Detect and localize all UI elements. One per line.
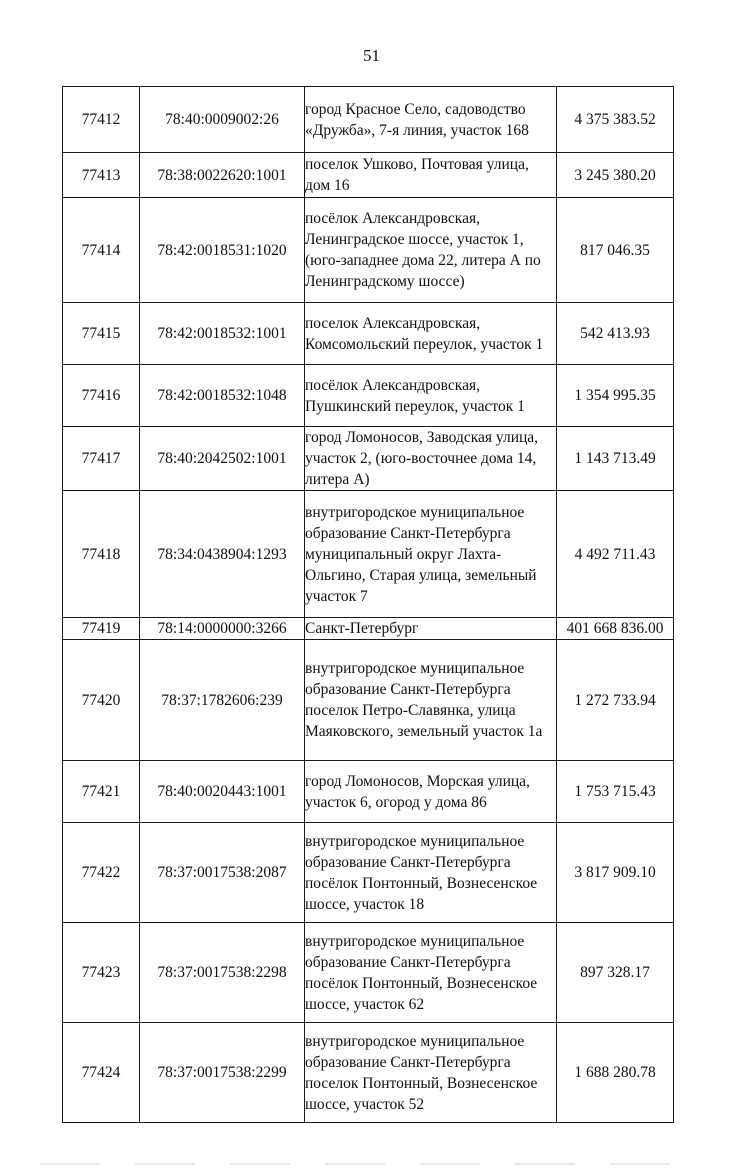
table-row bbox=[63, 303, 674, 365]
row-number-cell: 77413 bbox=[63, 153, 140, 198]
address-cell: Санкт-Петербург bbox=[305, 618, 557, 640]
cadastral-number-cell: 78:14:0000000:3266 bbox=[140, 618, 305, 640]
cadastral-value-cell: 542 413.93 bbox=[557, 303, 674, 365]
table-row bbox=[63, 761, 674, 823]
cadastral-value-table bbox=[62, 86, 674, 1123]
address-cell: внутригородское муниципальное образование Санкт-Петербурга муниципальный округ Лахта-Ольгино, Старая улица, земельный участок 7 bbox=[305, 491, 557, 618]
scan-edge-divider bbox=[40, 1163, 700, 1165]
row-number-cell: 77418 bbox=[63, 491, 140, 618]
row-number-cell: 77412 bbox=[63, 87, 140, 153]
cadastral-number-cell: 78:38:0022620:1001 bbox=[140, 153, 305, 198]
row-number-cell: 77424 bbox=[63, 1023, 140, 1123]
cadastral-number-cell: 78:40:0020443:1001 bbox=[140, 761, 305, 823]
address-cell: внутригородское муниципальное образование Санкт-Петербурга посёлок Понтонный, Вознесенское шоссе, участок 18 bbox=[305, 823, 557, 923]
row-number-cell: 77423 bbox=[63, 923, 140, 1023]
cadastral-number-cell: 78:40:2042502:1001 bbox=[140, 427, 305, 491]
cadastral-value-cell: 4 492 711.43 bbox=[557, 491, 674, 618]
row-number-cell: 77421 bbox=[63, 761, 140, 823]
cadastral-value-cell: 3 245 380.20 bbox=[557, 153, 674, 198]
cadastral-value-cell: 1 143 713.49 bbox=[557, 427, 674, 491]
address-cell: город Ломоносов, Морская улица, участок 6, огород у дома 86 bbox=[305, 761, 557, 823]
row-number-cell: 77419 bbox=[63, 618, 140, 640]
address-cell: город Ломоносов, Заводская улица, участок 2, (юго-восточнее дома 14, литера А) bbox=[305, 427, 557, 491]
address-cell: внутригородское муниципальное образование Санкт-Петербурга посёлок Понтонный, Вознесенское шоссе, участок 62 bbox=[305, 923, 557, 1023]
cadastral-value-cell: 4 375 383.52 bbox=[557, 87, 674, 153]
cadastral-value-cell: 401 668 836.00 bbox=[557, 618, 674, 640]
cadastral-value-cell: 817 046.35 bbox=[557, 198, 674, 303]
table-row bbox=[63, 640, 674, 761]
address-cell: посёлок Александровская, Пушкинский переулок, участок 1 bbox=[305, 365, 557, 427]
address-cell: посёлок Александровская, Ленинградское шоссе, участок 1, (юго-западнее дома 22, литера А по Ленинградскому шоссе) bbox=[305, 198, 557, 303]
row-number-cell: 77416 bbox=[63, 365, 140, 427]
table-row bbox=[63, 198, 674, 303]
row-number-cell: 77417 bbox=[63, 427, 140, 491]
row-number-cell: 77422 bbox=[63, 823, 140, 923]
address-cell: поселок Ушково, Почтовая улица, дом 16 bbox=[305, 153, 557, 198]
table-row bbox=[63, 153, 674, 198]
cadastral-number-cell: 78:37:1782606:239 bbox=[140, 640, 305, 761]
cadastral-value-cell: 897 328.17 bbox=[557, 923, 674, 1023]
cadastral-number-cell: 78:42:0018532:1001 bbox=[140, 303, 305, 365]
address-cell: город Красное Село, садоводство «Дружба», 7-я линия, участок 168 bbox=[305, 87, 557, 153]
table-row bbox=[63, 427, 674, 491]
cadastral-value-cell: 3 817 909.10 bbox=[557, 823, 674, 923]
cadastral-number-cell: 78:37:0017538:2298 bbox=[140, 923, 305, 1023]
cadastral-number-cell: 78:42:0018531:1020 bbox=[140, 198, 305, 303]
row-number-cell: 77420 bbox=[63, 640, 140, 761]
table-row bbox=[63, 618, 674, 640]
table-row bbox=[63, 365, 674, 427]
table-row bbox=[63, 923, 674, 1023]
table-row bbox=[63, 1023, 674, 1123]
cadastral-value-cell: 1 354 995.35 bbox=[557, 365, 674, 427]
cadastral-value-cell: 1 688 280.78 bbox=[557, 1023, 674, 1123]
address-cell: поселок Александровская, Комсомольский переулок, участок 1 bbox=[305, 303, 557, 365]
cadastral-number-cell: 78:40:0009002:26 bbox=[140, 87, 305, 153]
cadastral-value-cell: 1 753 715.43 bbox=[557, 761, 674, 823]
table-row bbox=[63, 491, 674, 618]
cadastral-number-cell: 78:42:0018532:1048 bbox=[140, 365, 305, 427]
table-row bbox=[63, 87, 674, 153]
table-row bbox=[63, 823, 674, 923]
cadastral-number-cell: 78:37:0017538:2087 bbox=[140, 823, 305, 923]
row-number-cell: 77415 bbox=[63, 303, 140, 365]
address-cell: внутригородское муниципальное образование Санкт-Петербурга поселок Понтонный, Вознесенское шоссе, участок 52 bbox=[305, 1023, 557, 1123]
row-number-cell: 77414 bbox=[63, 198, 140, 303]
page-number: 51 bbox=[363, 46, 380, 65]
cadastral-number-cell: 78:34:0438904:1293 bbox=[140, 491, 305, 618]
cadastral-value-cell: 1 272 733.94 bbox=[557, 640, 674, 761]
address-cell: внутригородское муниципальное образование Санкт-Петербурга поселок Петро-Славянка, улица Маяковского, земельный участок 1а bbox=[305, 640, 557, 761]
cadastral-number-cell: 78:37:0017538:2299 bbox=[140, 1023, 305, 1123]
